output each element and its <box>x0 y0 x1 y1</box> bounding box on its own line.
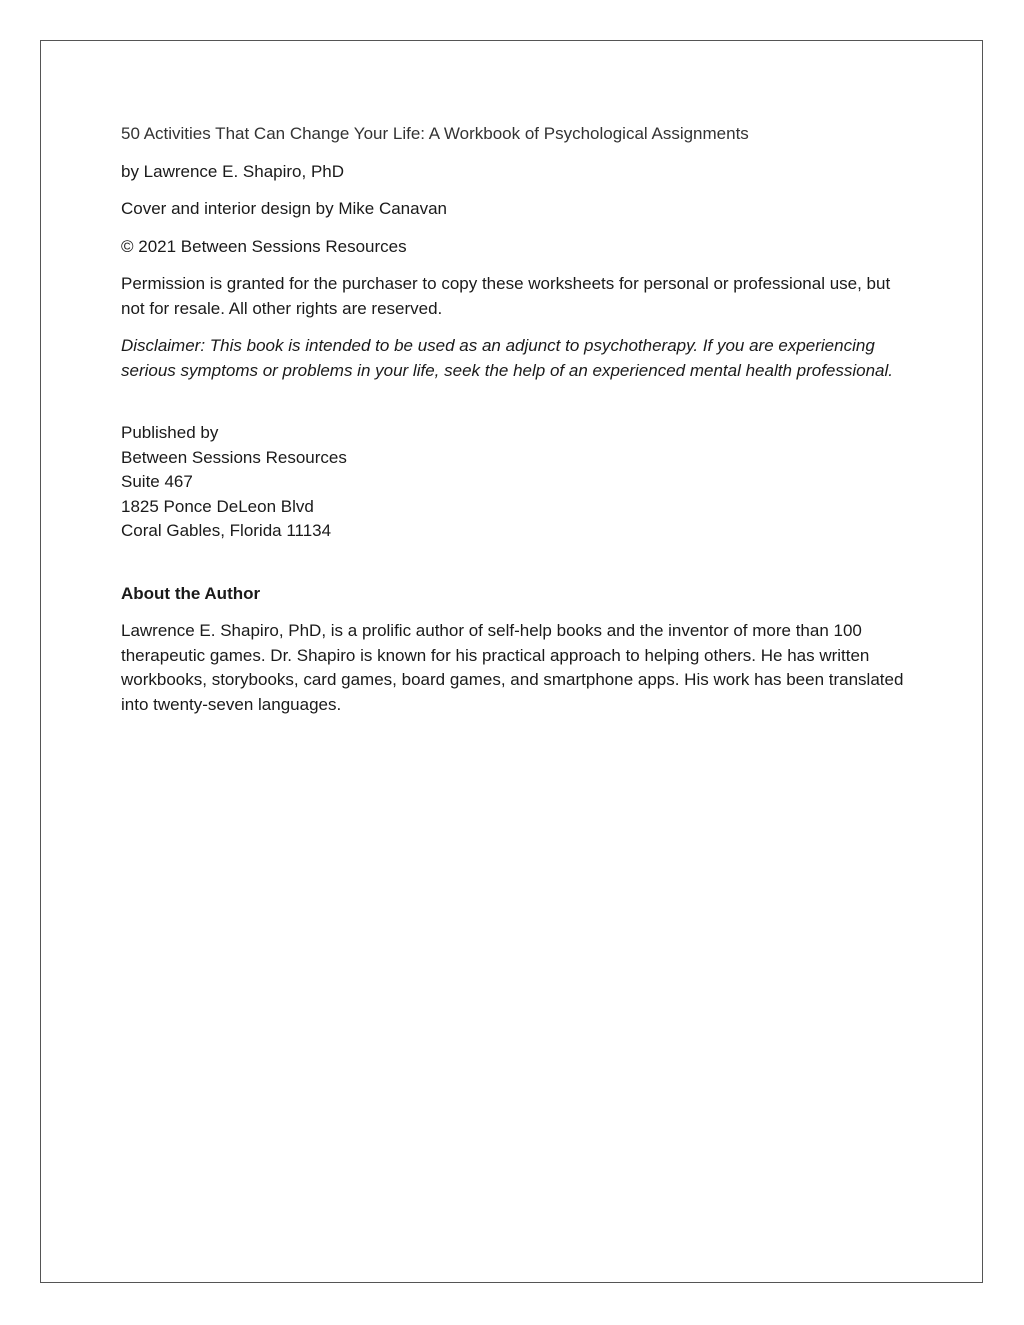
book-title: 50 Activities That Can Change Your Life: A Workbook of Psychological Assignments <box>121 124 749 143</box>
about-author-heading: About the Author <box>121 583 261 603</box>
publisher-block <box>121 421 911 544</box>
publisher-name: Between Sessions Resources <box>121 447 347 467</box>
copyright-notice: © 2021 Between Sessions Resources <box>121 236 407 256</box>
publisher-street: 1825 Ponce DeLeon Blvd <box>121 496 314 516</box>
author-line: by Lawrence E. Shapiro, PhD <box>121 161 345 181</box>
disclaimer-notice: Disclaimer: This book is intended to be used as an adjunct to psychotherapy. If you are experiencing serious symptoms or problems in your life, seek the help of an experienced mental health professional. <box>121 336 894 380</box>
copyright-page-content <box>121 122 911 717</box>
design-credit: Cover and interior design by Mike Canavan <box>121 199 448 218</box>
about-author-text: Lawrence E. Shapiro, PhD, is a prolific author of self-help books and the inventor of more than 100 therapeutic games. Dr. Shapiro is known for his practical approach to helping others. He has written workbooks, storybooks, card games, board games, and smartphone apps. His work has been translated into twenty-seven languages. <box>121 621 904 714</box>
permission-notice: Permission is granted for the purchaser to copy these worksheets for personal or professional use, but not for resale. All other rights are reserved. <box>121 274 891 318</box>
publisher-intro: Published by <box>121 423 219 442</box>
publisher-suite: Suite 467 <box>121 472 193 491</box>
publisher-city: Coral Gables, Florida 11134 <box>121 521 332 540</box>
